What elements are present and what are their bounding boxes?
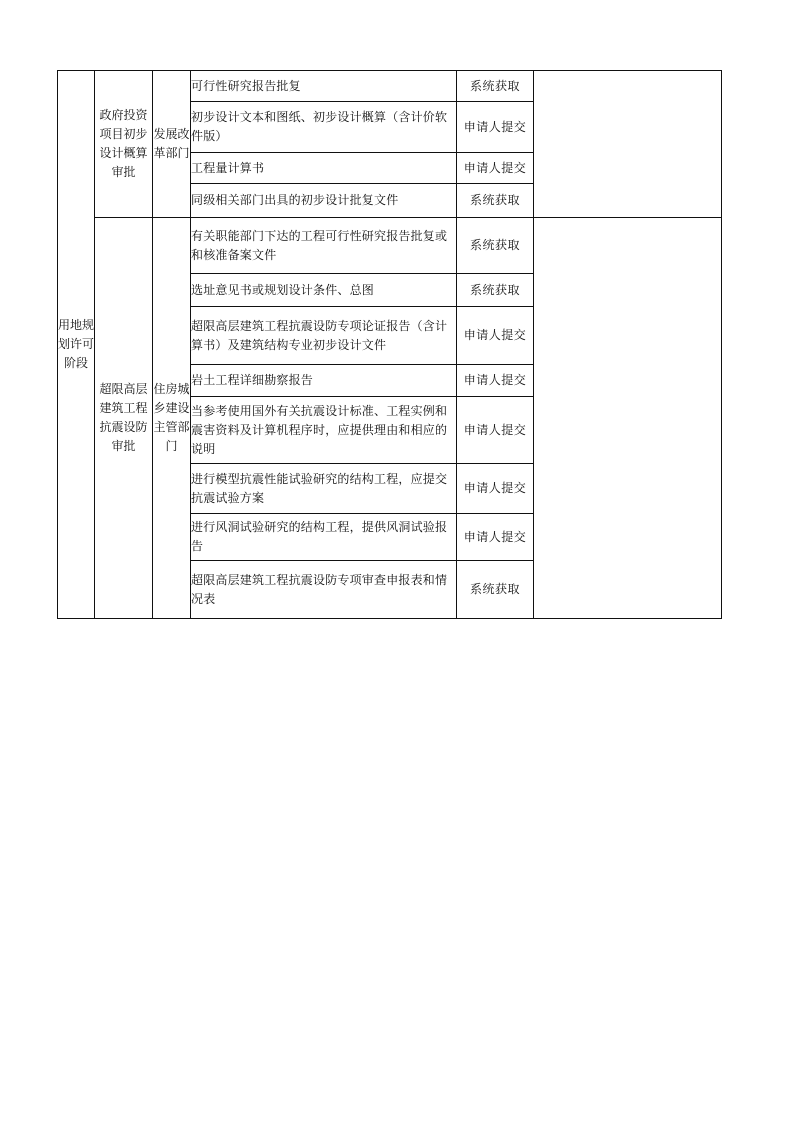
source-cell: 申请人提交 <box>457 365 534 397</box>
material-cell: 进行风洞试验研究的结构工程，提供风洞试验报告 <box>191 514 457 561</box>
material-cell: 进行模型抗震性能试验研究的结构工程，应提交抗震试验方案 <box>191 464 457 514</box>
department-label: 住房城乡建设主管部门 <box>153 382 190 453</box>
source-cell: 系统获取 <box>457 218 534 274</box>
source-cell: 系统获取 <box>457 71 534 102</box>
source-cell: 系统获取 <box>457 274 534 307</box>
material-cell: 工程量计算书 <box>191 153 457 184</box>
procedure-cell <box>95 71 153 218</box>
material-cell: 岩土工程详细勘察报告 <box>191 365 457 397</box>
material-cell: 可行性研究报告批复 <box>191 71 457 102</box>
material-cell: 有关职能部门下达的工程可行性研究报告批复或和核准备案文件 <box>191 218 457 274</box>
source-cell: 申请人提交 <box>457 464 534 514</box>
material-cell: 同级相关部门出具的初步设计批复文件 <box>191 184 457 218</box>
procedure-label: 超限高层建筑工程抗震设防审批 <box>99 382 148 453</box>
procedure-cell <box>95 218 153 619</box>
material-cell: 当参考使用国外有关抗震设计标准、工程实例和震害资料及计算机程序时，应提供理由和相应的说明 <box>191 397 457 464</box>
material-cell: 超限高层建筑工程抗震设防专项论证报告（含计算书）及建筑结构专业初步设计文件 <box>191 307 457 365</box>
source-cell: 申请人提交 <box>457 153 534 184</box>
stage-cell <box>58 71 95 619</box>
note-cell <box>534 71 722 218</box>
source-cell: 申请人提交 <box>457 102 534 153</box>
note-cell <box>534 218 722 619</box>
source-cell: 申请人提交 <box>457 514 534 561</box>
stage-label: 用地规划许可阶段 <box>58 318 95 370</box>
source-cell: 系统获取 <box>457 184 534 218</box>
department-cell <box>153 71 191 218</box>
material-cell: 超限高层建筑工程抗震设防专项审查申报表和情况表 <box>191 561 457 619</box>
source-cell: 申请人提交 <box>457 307 534 365</box>
material-cell: 选址意见书或规划设计条件、总图 <box>191 274 457 307</box>
source-cell: 申请人提交 <box>457 397 534 464</box>
materials-table <box>57 70 722 619</box>
source-cell: 系统获取 <box>457 561 534 619</box>
department-cell <box>153 218 191 619</box>
department-label: 发展改革部门 <box>153 127 190 160</box>
material-cell: 初步设计文本和图纸、初步设计概算（含计价软件版） <box>191 102 457 153</box>
procedure-label: 政府投资项目初步设计概算审批 <box>99 108 148 179</box>
